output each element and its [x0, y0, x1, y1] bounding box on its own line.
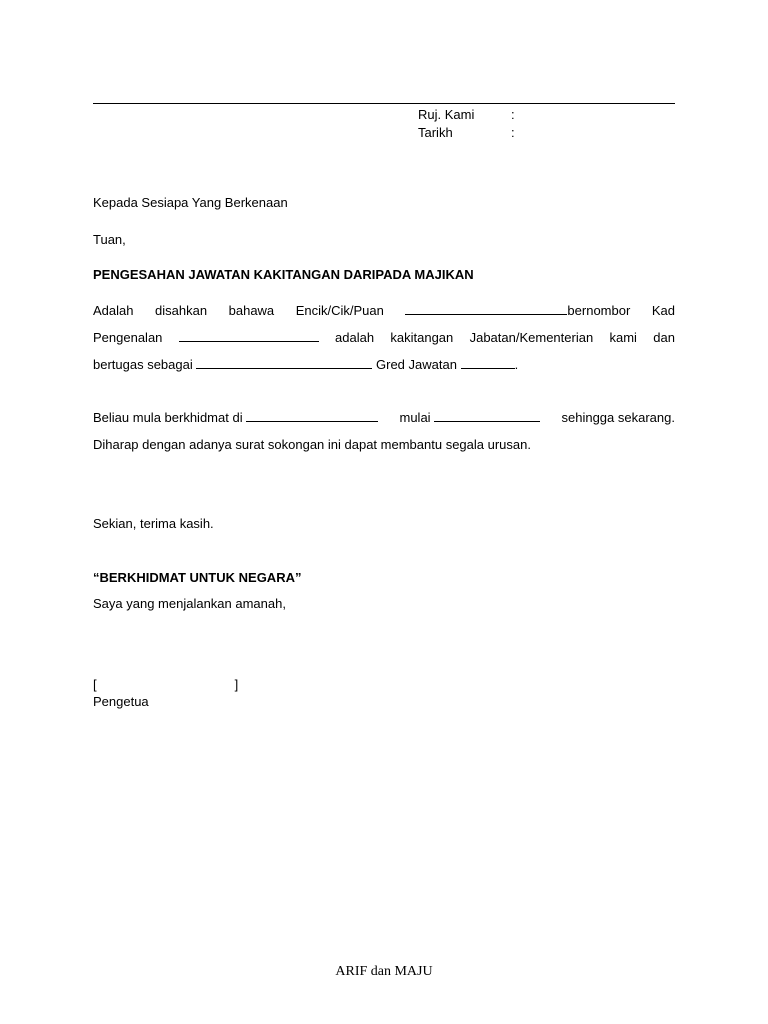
date-row	[418, 124, 515, 142]
word: Jabatan/Kementerian	[469, 330, 594, 345]
paragraph1-line2	[93, 329, 675, 347]
text-segment: mulai	[399, 410, 431, 425]
name-blank[interactable]	[405, 302, 567, 315]
text-segment: bertugas sebagai	[93, 357, 193, 372]
signatory-title: Pengetua	[93, 694, 149, 709]
text-segment: Beliau mula berkhidmat di	[93, 410, 243, 425]
start-date-blank[interactable]	[434, 409, 540, 422]
bracket-close: ]	[234, 677, 239, 692]
word: bahawa	[228, 303, 275, 318]
closing-line: Sekian, terima kasih.	[93, 516, 214, 531]
paragraph1-line1	[93, 302, 675, 320]
text-segment: Gred Jawatan	[376, 357, 457, 372]
workplace-blank[interactable]	[246, 409, 378, 422]
word: kami	[609, 330, 637, 345]
word: adalah	[335, 330, 375, 345]
text-segment: .	[514, 357, 519, 372]
reference-label: Ruj. Kami	[418, 107, 475, 122]
ic-number-blank[interactable]	[179, 329, 319, 342]
word: bernombor	[567, 303, 631, 318]
text-segment: sehingga sekarang.	[561, 410, 675, 425]
footer-motto: ARIF dan MAJU	[335, 964, 433, 979]
word: Pengenalan	[93, 330, 163, 345]
signatory-name-bracket	[93, 676, 675, 694]
paragraph2-line2: Diharap dengan adanya surat sokongan ini dapat membantu segala urusan.	[93, 437, 531, 452]
date-colon: :	[511, 125, 515, 140]
recipient-line: Kepada Sesiapa Yang Berkenaan	[93, 195, 288, 210]
word: Kad	[651, 303, 675, 318]
word: Adalah	[93, 303, 134, 318]
salutation: Tuan,	[93, 232, 126, 247]
word: kakitangan	[390, 330, 454, 345]
reference-colon: :	[511, 107, 515, 122]
word: dan	[653, 330, 675, 345]
signoff: Saya yang menjalankan amanah,	[93, 596, 286, 611]
paragraph1-line3	[93, 356, 675, 374]
header-rule	[93, 103, 675, 104]
position-blank[interactable]	[196, 356, 372, 369]
grade-blank[interactable]	[461, 356, 515, 369]
word: disahkan	[155, 303, 208, 318]
letter-subject: PENGESAHAN JAWATAN KAKITANGAN DARIPADA MAJIKAN	[93, 267, 474, 282]
motto: “BERKHIDMAT UNTUK NEGARA”	[93, 570, 302, 585]
reference-row	[418, 106, 515, 124]
word: Encik/Cik/Puan	[295, 303, 384, 318]
bracket-open: [	[93, 677, 97, 692]
paragraph2-line1	[93, 409, 675, 427]
date-label: Tarikh	[418, 125, 453, 140]
